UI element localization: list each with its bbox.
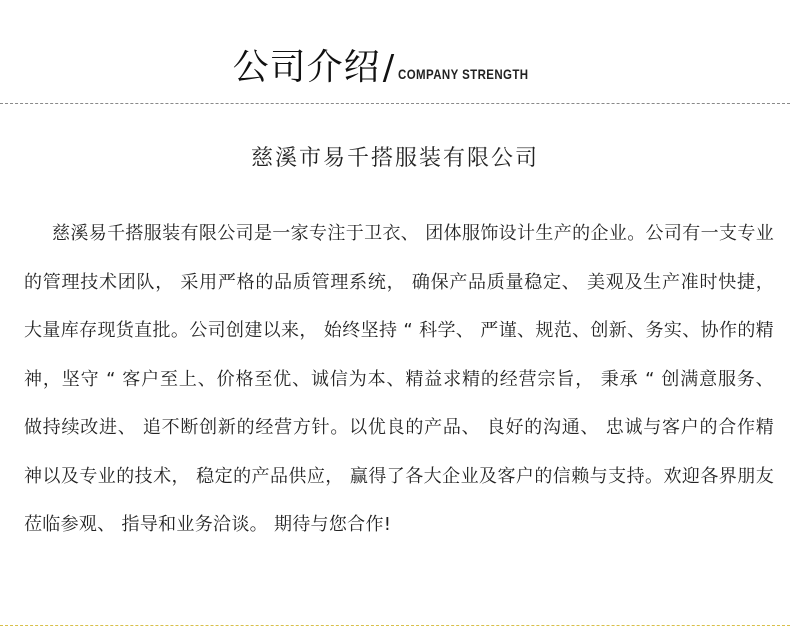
bottom-dashed-divider: [0, 625, 790, 626]
company-intro-paragraph: 慈溪易千搭服装有限公司是一家专注于卫衣、 团体服饰设计生产的企业。公司有一支专业的管理技术团队， 采用严格的品质管理系统， 确保产品质量稳定、 美观及生产准时快捷， 大量库存现货直批。公司创建以来， 始终坚持 “ 科学、 严谨、规范、创新、务实、协作的精神，坚守 “ 客户至上、价格至优、诚信为本、精益求精的经营宗旨， 秉承 “ 创满意服务、 做持续改进、 追不断创新的经营方针。以优良的产品、 良好的沟通、 忠诚与客户的合作精神以及专业的技术， 稳定的产品供应， 赢得了各大企业及客户的信赖与支持。欢迎各界朋友莅临参观、 指导和业务洽谈。 期待与您合作!: [24, 223, 774, 535]
section-title: 公司介绍: [232, 47, 381, 88]
title-separator: /: [382, 48, 395, 88]
top-dashed-divider: [0, 103, 790, 104]
section-header: [0, 34, 790, 90]
section-subtitle: COMPANY STRENGTH: [398, 66, 529, 82]
company-name: 慈溪市易千搭服装有限公司: [250, 146, 539, 171]
